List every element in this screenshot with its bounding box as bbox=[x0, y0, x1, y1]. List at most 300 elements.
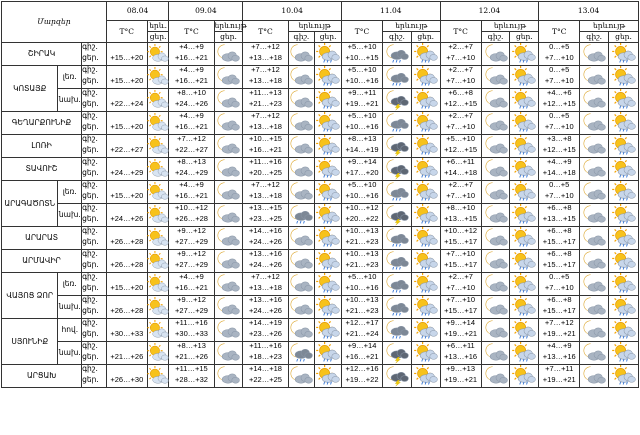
temp-header: T°C bbox=[243, 21, 288, 43]
temp-0804 bbox=[106, 319, 147, 342]
temp-day: +13…+18 bbox=[248, 191, 282, 200]
temp-d11 bbox=[341, 89, 382, 112]
cond-d13-day bbox=[609, 319, 639, 342]
sun-cloud-rain-icon bbox=[412, 89, 440, 111]
day-night-labels bbox=[82, 112, 107, 135]
night-label: գիշ. bbox=[82, 341, 98, 350]
temp-night: +7…+12 bbox=[177, 134, 206, 143]
cond-d10-day bbox=[315, 227, 342, 250]
temp-d09 bbox=[169, 43, 214, 66]
cond-d10-night bbox=[288, 250, 315, 273]
cond-d09 bbox=[214, 250, 243, 273]
night-rain-icon bbox=[289, 342, 315, 364]
temp-0804 bbox=[106, 112, 147, 135]
night-label: գիշ. bbox=[82, 249, 98, 258]
sub-region-label: նախ. bbox=[58, 89, 82, 112]
cond-d11-day bbox=[411, 365, 440, 388]
sun-cloud-rain-icon bbox=[510, 66, 538, 88]
sun-cloud-rain-icon bbox=[609, 43, 638, 65]
temp-d12 bbox=[440, 43, 481, 66]
cond-d13-day bbox=[609, 66, 639, 89]
cond-d09 bbox=[214, 112, 243, 135]
temp-day: +7…+10 bbox=[446, 283, 476, 292]
temp-day: +7…+10 bbox=[544, 191, 574, 200]
temp-night: +7…+12 bbox=[544, 318, 574, 327]
temp-0804 bbox=[106, 250, 147, 273]
date-header-1304: 13.04 bbox=[539, 2, 639, 21]
sun-cloud-rain-icon bbox=[315, 181, 341, 203]
cond-d09 bbox=[214, 365, 243, 388]
night-cloud-icon bbox=[580, 273, 608, 295]
temp-night: +11…+13 bbox=[249, 88, 282, 97]
temp-day: +19…+22 bbox=[345, 375, 379, 384]
temp-night: +10…+12 bbox=[444, 226, 478, 235]
day-night-labels bbox=[82, 135, 107, 158]
cond-0804 bbox=[147, 273, 169, 296]
cond-d12-night bbox=[481, 43, 510, 66]
cond-d11-day bbox=[411, 158, 440, 181]
cond-d10-day bbox=[315, 342, 342, 365]
temp-night: +13…+16 bbox=[248, 249, 282, 258]
cond-d12-day bbox=[510, 319, 539, 342]
temp-day: +24…+29 bbox=[110, 168, 144, 177]
cond-d09 bbox=[214, 66, 243, 89]
night-rain-icon bbox=[383, 250, 411, 272]
night-label: գիշ. bbox=[82, 364, 98, 373]
night-cloud-icon bbox=[482, 66, 510, 88]
temp-d09 bbox=[169, 342, 214, 365]
temp-d11 bbox=[341, 250, 382, 273]
temp-day: +7…+10 bbox=[446, 53, 476, 62]
night-cloud-icon bbox=[289, 112, 315, 134]
temp-night: +5…+10 bbox=[347, 180, 377, 189]
temp-day: +27…+29 bbox=[175, 260, 208, 269]
temp-day: +19…+21 bbox=[542, 375, 576, 384]
night-cloud-icon bbox=[215, 158, 243, 180]
night-cloud-icon bbox=[482, 365, 510, 387]
temp-d10 bbox=[243, 204, 288, 227]
temp-d13 bbox=[539, 43, 580, 66]
temp-d12 bbox=[440, 296, 481, 319]
temp-night: +8…+13 bbox=[347, 134, 377, 143]
temp-night: +9…+14 bbox=[347, 157, 377, 166]
cond-d11-night bbox=[383, 66, 412, 89]
temp-night: +6…+8 bbox=[546, 295, 572, 304]
temp-day: +24…+26 bbox=[175, 99, 208, 108]
day-night-labels bbox=[82, 227, 107, 250]
temp-day: +20…+25 bbox=[248, 168, 282, 177]
temp-d13 bbox=[539, 250, 580, 273]
sun-cloud-rain-icon bbox=[315, 43, 341, 65]
region-name: ԱՐԱԳԱԾՈՏՆ bbox=[2, 181, 58, 227]
temp-day: +15…+17 bbox=[444, 260, 478, 269]
temp-0804 bbox=[106, 296, 147, 319]
forecast-row bbox=[2, 227, 639, 250]
sun-cloud-rain-icon bbox=[315, 112, 341, 134]
partly-cloudy-icon bbox=[148, 273, 169, 295]
cond-d11-night bbox=[383, 227, 412, 250]
cond-d13-night bbox=[580, 227, 609, 250]
temp-day: +22…+27 bbox=[110, 145, 144, 154]
sun-cloud-rain-icon bbox=[609, 250, 638, 272]
temp-d10 bbox=[243, 342, 288, 365]
cond-d11-night bbox=[383, 342, 412, 365]
temp-d12 bbox=[440, 273, 481, 296]
temp-night: +7…+11 bbox=[545, 364, 574, 373]
cond-d12-day bbox=[510, 342, 539, 365]
temp-night: +4…+9 bbox=[179, 111, 204, 120]
cond-d12-day bbox=[510, 250, 539, 273]
sun-cloud-rain-icon bbox=[609, 227, 638, 249]
night-rain-icon bbox=[383, 296, 411, 318]
temp-night: +4…+9 bbox=[179, 272, 204, 281]
cond-d13-night bbox=[580, 342, 609, 365]
cond-d10-night bbox=[288, 342, 315, 365]
temp-0804 bbox=[106, 342, 147, 365]
sun-cloud-rain-icon bbox=[412, 273, 440, 295]
temp-day: +21…+26 bbox=[175, 352, 208, 361]
cond-0804 bbox=[147, 158, 169, 181]
cond-d12-day bbox=[510, 273, 539, 296]
night-cloud-icon bbox=[580, 89, 608, 111]
night-cloud-icon bbox=[289, 135, 315, 157]
cond-d13-day bbox=[609, 227, 639, 250]
forecast-row bbox=[2, 273, 639, 296]
temp-night: +8…+10 bbox=[446, 203, 476, 212]
temp-0804 bbox=[106, 43, 147, 66]
temp-d11 bbox=[341, 342, 382, 365]
cond-d11-day bbox=[411, 43, 440, 66]
forecast-row bbox=[2, 296, 639, 319]
temp-d13 bbox=[539, 158, 580, 181]
cond-d10-night bbox=[288, 66, 315, 89]
temp-night: +6…+8 bbox=[546, 203, 572, 212]
sun-cloud-rain-icon bbox=[315, 135, 341, 157]
cond-d12-night bbox=[481, 112, 510, 135]
temp-d10 bbox=[243, 250, 288, 273]
temp-day: +16…+21 bbox=[175, 53, 208, 62]
cond-d10-night bbox=[288, 112, 315, 135]
temp-d11 bbox=[341, 273, 382, 296]
temp-day: +21…+23 bbox=[248, 99, 282, 108]
day-label: ցեր. bbox=[82, 375, 99, 384]
cond-d11-day bbox=[411, 342, 440, 365]
temp-0804 bbox=[106, 365, 147, 388]
temp-day: +13…+15 bbox=[542, 214, 576, 223]
night-cloud-icon bbox=[482, 227, 510, 249]
sun-cloud-rain-icon bbox=[510, 204, 538, 226]
day-label: ցեր. bbox=[82, 260, 99, 269]
temp-d09 bbox=[169, 227, 214, 250]
cond-d11-day bbox=[411, 181, 440, 204]
cond-d11-night bbox=[383, 135, 412, 158]
temp-night: +4…+6 bbox=[546, 88, 572, 97]
temp-night: +2…+7 bbox=[448, 111, 473, 120]
cond-d10-day bbox=[315, 112, 342, 135]
night-label: գիշ. bbox=[82, 134, 98, 143]
sub-region-label: լեռ. bbox=[58, 181, 82, 204]
sun-cloud-rain-icon bbox=[412, 181, 440, 203]
temp-night: +7…+10 bbox=[446, 249, 476, 258]
temp-d11 bbox=[341, 204, 382, 227]
day-label: ցեր. bbox=[82, 76, 99, 85]
temp-d09 bbox=[169, 204, 214, 227]
sun-cloud-rain-icon bbox=[510, 342, 538, 364]
temp-d10 bbox=[243, 66, 288, 89]
cond-d12-night bbox=[481, 250, 510, 273]
temp-night: +9…+14 bbox=[446, 318, 476, 327]
cond-d10-day bbox=[315, 66, 342, 89]
partly-cloudy-icon bbox=[148, 112, 169, 134]
sun-cloud-rain-icon bbox=[315, 319, 341, 341]
day-night-labels bbox=[82, 342, 107, 365]
temp-day: +15…+17 bbox=[542, 306, 576, 315]
cond-header: երևույթ bbox=[481, 21, 539, 32]
temp-night: +10…+15 bbox=[248, 134, 282, 143]
cond-d12-night bbox=[481, 135, 510, 158]
cond-d11-night bbox=[383, 43, 412, 66]
cond-d11-night bbox=[383, 250, 412, 273]
sun-cloud-rain-icon bbox=[412, 296, 440, 318]
cond-header: երևույթ bbox=[580, 21, 639, 32]
temp-header: T°C bbox=[169, 21, 214, 43]
sun-cloud-rain-icon bbox=[315, 89, 341, 111]
sun-cloud-rain-icon bbox=[609, 181, 638, 203]
night-label: գիշ. bbox=[82, 226, 98, 235]
cond-d10-day bbox=[315, 89, 342, 112]
temp-night: +14…+19 bbox=[248, 318, 282, 327]
day-night-labels bbox=[82, 273, 107, 296]
temp-d10 bbox=[243, 158, 288, 181]
temp-night: +8…+10 bbox=[177, 88, 206, 97]
cond-d11-day bbox=[411, 89, 440, 112]
forecast-row bbox=[2, 365, 639, 388]
cond-d10-day bbox=[315, 135, 342, 158]
temp-0804 bbox=[106, 89, 147, 112]
temp-header: T°C bbox=[440, 21, 481, 43]
temp-night: 0…+5 bbox=[549, 42, 570, 51]
sun-cloud-rain-icon bbox=[412, 66, 440, 88]
cond-0804 bbox=[147, 112, 169, 135]
temp-day: +10…+16 bbox=[345, 283, 379, 292]
cond-d10-day bbox=[315, 43, 342, 66]
sun-cloud-rain-icon bbox=[609, 135, 638, 157]
partly-cloudy-icon bbox=[148, 181, 169, 203]
night-cloud-icon bbox=[482, 342, 510, 364]
temp-d11 bbox=[341, 135, 382, 158]
cond-d10-night bbox=[288, 204, 315, 227]
region-name: ՇԻՐԱԿ bbox=[2, 43, 82, 66]
temp-day: +21…+26 bbox=[110, 352, 144, 361]
temp-d11 bbox=[341, 365, 382, 388]
temp-night: +5…+10 bbox=[347, 111, 377, 120]
day-subheader: ցեր. bbox=[510, 32, 539, 43]
cond-d10-night bbox=[288, 89, 315, 112]
cond-d10-day bbox=[315, 273, 342, 296]
cond-header: երևույթ bbox=[214, 21, 247, 31]
temp-night: +7…+12 bbox=[251, 111, 280, 120]
region-name: ԱՐԱՐԱՏ bbox=[2, 227, 82, 250]
temp-day: +21…+24 bbox=[345, 329, 379, 338]
temp-day: +14…+18 bbox=[444, 168, 478, 177]
temp-day: +14…+19 bbox=[345, 145, 379, 154]
night-rain-icon bbox=[383, 273, 411, 295]
temp-day: +7…+10 bbox=[544, 53, 574, 62]
cond-d10-night bbox=[288, 227, 315, 250]
cond-d10-night bbox=[288, 365, 315, 388]
sub-region-label: նախ. bbox=[58, 204, 82, 227]
forecast-row bbox=[2, 250, 639, 273]
cond-d13-night bbox=[580, 135, 609, 158]
cond-d13-day bbox=[609, 365, 639, 388]
cond-d11-night bbox=[383, 112, 412, 135]
temp-day: +7…+10 bbox=[544, 76, 574, 85]
temp-d12 bbox=[440, 112, 481, 135]
temp-day: +26…+28 bbox=[110, 260, 144, 269]
day-subheader: ցեր. bbox=[609, 32, 639, 43]
temp-night: +14…+18 bbox=[248, 364, 282, 373]
cond-0804 bbox=[147, 296, 169, 319]
sun-cloud-rain-icon bbox=[412, 43, 440, 65]
temp-night: +4…+9 bbox=[546, 341, 572, 350]
temp-0804 bbox=[106, 181, 147, 204]
temp-day: +30…+33 bbox=[110, 329, 144, 338]
sun-cloud-rain-icon bbox=[510, 250, 538, 272]
day-night-labels bbox=[82, 365, 107, 388]
temp-night: +9…+13 bbox=[446, 364, 476, 373]
temp-day: +10…+16 bbox=[345, 122, 379, 131]
cond-d12-night bbox=[481, 181, 510, 204]
temp-day: +15…+20 bbox=[110, 76, 144, 85]
sub-region-label: նախ. bbox=[58, 342, 82, 365]
temp-day: +13…+18 bbox=[248, 122, 282, 131]
temp-day: +12…+15 bbox=[444, 145, 478, 154]
temp-d11 bbox=[341, 112, 382, 135]
temp-day: +15…+17 bbox=[444, 237, 478, 246]
temp-day: +24…+26 bbox=[248, 260, 282, 269]
temp-day: +13…+16 bbox=[542, 352, 576, 361]
day-night-labels bbox=[82, 43, 107, 66]
temp-d10 bbox=[243, 296, 288, 319]
temp-night: +10…+13 bbox=[345, 226, 379, 235]
day-label: ցեր. bbox=[82, 237, 99, 246]
sun-cloud-rain-icon bbox=[510, 112, 538, 134]
temp-d12 bbox=[440, 89, 481, 112]
cond-d10-night bbox=[288, 43, 315, 66]
temp-d09 bbox=[169, 181, 214, 204]
cond-header: երևույթ bbox=[288, 21, 341, 32]
cond-d13-night bbox=[580, 43, 609, 66]
temp-d09 bbox=[169, 66, 214, 89]
temp-d12 bbox=[440, 342, 481, 365]
day-label: ցեր. bbox=[82, 99, 99, 108]
night-cloud-icon bbox=[289, 89, 315, 111]
forecast-row bbox=[2, 158, 639, 181]
temp-day: +22…+24 bbox=[110, 99, 144, 108]
partly-cloudy-icon bbox=[148, 135, 169, 157]
sun-cloud-rain-icon bbox=[315, 66, 341, 88]
night-rain-icon bbox=[383, 181, 411, 203]
temp-day: +15…+20 bbox=[110, 122, 144, 131]
day-label: ցեր. bbox=[82, 283, 99, 292]
cond-d12-day bbox=[510, 181, 539, 204]
temp-day: +13…+18 bbox=[248, 283, 282, 292]
cond-d10-day bbox=[315, 158, 342, 181]
night-cloud-icon bbox=[289, 365, 315, 387]
temp-day: +24…+29 bbox=[175, 168, 208, 177]
temp-day: +15…+17 bbox=[542, 237, 576, 246]
temp-day: +16…+21 bbox=[175, 191, 208, 200]
cond-d12-day bbox=[510, 66, 539, 89]
night-cloud-icon bbox=[482, 296, 510, 318]
temp-night: +2…+7 bbox=[448, 272, 473, 281]
forecast-row bbox=[2, 66, 639, 89]
temp-d12 bbox=[440, 365, 481, 388]
sub-region-label: հով. bbox=[58, 319, 82, 342]
sun-cloud-rain-icon bbox=[510, 273, 538, 295]
temp-night: +12…+17 bbox=[345, 318, 379, 327]
night-cloud-icon bbox=[482, 89, 510, 111]
night-label: գիշ. bbox=[82, 111, 98, 120]
sun-cloud-rain-icon bbox=[315, 158, 341, 180]
sun-cloud-rain-icon bbox=[510, 158, 538, 180]
night-cloud-icon bbox=[482, 181, 510, 203]
temp-day: +7…+10 bbox=[446, 122, 476, 131]
sun-cloud-rain-icon bbox=[412, 250, 440, 272]
temp-night: +9…+12 bbox=[177, 226, 206, 235]
sun-cloud-rain-icon bbox=[315, 227, 341, 249]
temp-day: +15…+17 bbox=[444, 306, 478, 315]
temp-night: +4…+9 bbox=[179, 42, 204, 51]
temp-d13 bbox=[539, 66, 580, 89]
temp-day: +28…+32 bbox=[175, 375, 208, 384]
cond-d09 bbox=[214, 342, 243, 365]
night-label: գիշ. bbox=[82, 65, 98, 74]
temp-day: +13…+18 bbox=[248, 76, 282, 85]
cond-d12-night bbox=[481, 365, 510, 388]
forecast-row bbox=[2, 181, 639, 204]
temp-day: +26…+28 bbox=[110, 306, 144, 315]
date-header-1204: 12.04 bbox=[440, 2, 539, 21]
temp-d09 bbox=[169, 250, 214, 273]
forecast-row bbox=[2, 43, 639, 66]
sun-cloud-rain-icon bbox=[510, 89, 538, 111]
temp-0804 bbox=[106, 158, 147, 181]
region-name: ԱՐՑԱԽ bbox=[2, 365, 82, 388]
night-cloud-icon bbox=[215, 112, 243, 134]
cond-d12-day bbox=[510, 296, 539, 319]
temp-d09 bbox=[169, 135, 214, 158]
cond-header: երևույթ bbox=[383, 21, 441, 32]
day-label: ցեր. bbox=[82, 306, 99, 315]
night-cloud-icon bbox=[215, 204, 243, 226]
night-label: գիշ. bbox=[82, 203, 98, 212]
cond-d13-night bbox=[580, 158, 609, 181]
temp-night: +6…+11 bbox=[446, 341, 475, 350]
cond-d11-night bbox=[383, 319, 412, 342]
temp-night: +6…+11 bbox=[446, 157, 475, 166]
temp-night: +5…+10 bbox=[347, 272, 377, 281]
temp-night: +9…+11 bbox=[347, 88, 377, 97]
cond-d13-day bbox=[609, 296, 639, 319]
night-cloud-icon bbox=[215, 365, 243, 387]
night-cloud-icon bbox=[580, 296, 608, 318]
temp-d13 bbox=[539, 181, 580, 204]
night-cloud-icon bbox=[482, 158, 510, 180]
temp-day: +26…+28 bbox=[110, 237, 144, 246]
night-cloud-icon bbox=[215, 89, 243, 111]
night-thunder-icon bbox=[383, 365, 411, 387]
